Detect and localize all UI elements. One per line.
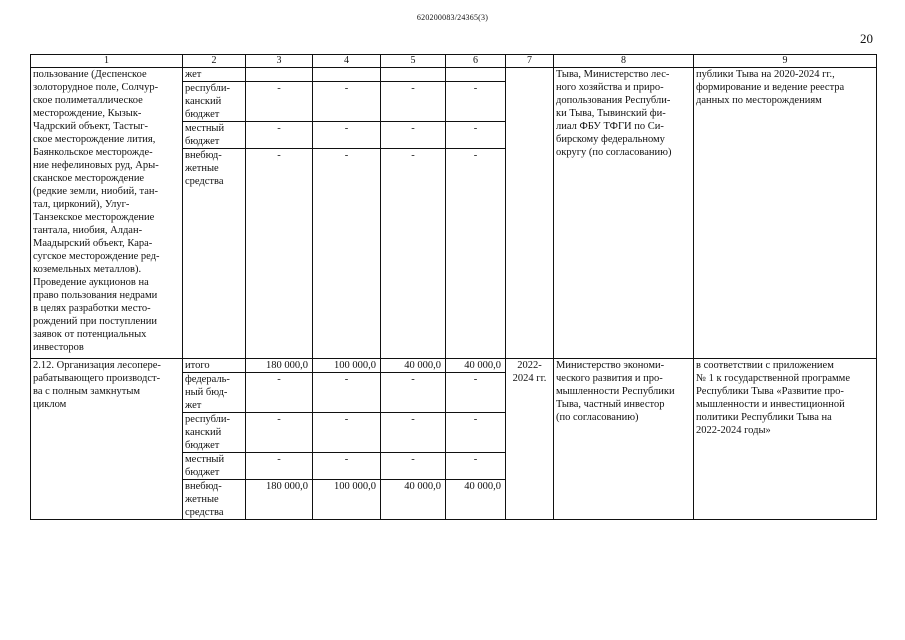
text-line: бюджет — [185, 136, 220, 147]
text-line: жет — [185, 400, 202, 411]
funding-source-cell — [183, 359, 246, 373]
text-line: бирскому федеральному — [556, 134, 665, 145]
text-line: внебюд- — [185, 481, 222, 492]
text-line: заявок от потенциальных — [33, 329, 147, 340]
text-line: Маадырский объект, Кара- — [33, 238, 153, 249]
text-line: внебюд- — [185, 150, 222, 161]
text-line: жетные — [185, 163, 219, 174]
text-line: инвесторов — [33, 342, 84, 353]
value-cell: - — [381, 413, 446, 453]
value-cell: - — [446, 413, 506, 453]
activity-cell — [31, 359, 183, 520]
value-cell: - — [313, 373, 381, 413]
text-line: ское месторождение лития, — [33, 134, 156, 145]
funding-source-cell — [183, 82, 246, 122]
funding-source-cell — [183, 373, 246, 413]
text-line: коземельных металлов). — [33, 264, 142, 275]
result-cell — [694, 68, 877, 359]
text-line: республи- — [185, 414, 230, 425]
text-line: тал, цирконий), Улуг- — [33, 199, 130, 210]
value-cell: 40 000,0 — [446, 359, 506, 373]
column-header: 6 — [446, 55, 506, 68]
value-cell: - — [313, 82, 381, 122]
text-line: ческого развития и про- — [556, 373, 663, 384]
text-line: Министерство экономи- — [556, 360, 665, 371]
text-line: в целях разработки место- — [33, 303, 151, 314]
value-cell: - — [246, 373, 313, 413]
value-cell: 40 000,0 — [381, 480, 446, 520]
text-line: формирование и ведение реестра — [696, 82, 845, 93]
value-cell — [313, 68, 381, 82]
text-line: республи- — [185, 83, 230, 94]
text-line: средства — [185, 507, 224, 518]
text-line: пользование (Деспенское — [33, 69, 147, 80]
value-cell: - — [313, 453, 381, 480]
text-line: сканское месторождение — [33, 173, 145, 184]
value-cell: 100 000,0 — [313, 480, 381, 520]
text-line: допользования Республи- — [556, 95, 671, 106]
text-line: местный — [185, 123, 225, 134]
text-line: золоторудное поле, Солчур- — [33, 82, 159, 93]
column-header: 8 — [554, 55, 694, 68]
value-cell: - — [246, 82, 313, 122]
value-cell: - — [446, 453, 506, 480]
text-line: 2024 гг. — [512, 373, 547, 384]
column-header: 5 — [381, 55, 446, 68]
table-row — [31, 68, 877, 82]
value-cell: 180 000,0 — [246, 359, 313, 373]
text-line: мышленности Республики — [556, 386, 675, 397]
text-line: циклом — [33, 399, 67, 410]
column-header: 1 — [31, 55, 183, 68]
text-line: Чадрский объект, Тастыг- — [33, 121, 149, 132]
text-line: канский — [185, 427, 222, 438]
value-cell: - — [446, 373, 506, 413]
value-cell: 100 000,0 — [313, 359, 381, 373]
page-number: 20 — [860, 31, 873, 46]
funding-source-cell — [183, 122, 246, 149]
period-cell — [506, 359, 554, 520]
value-cell: - — [381, 82, 446, 122]
column-header: 9 — [694, 55, 877, 68]
text-line: рабатывающего производст- — [33, 373, 161, 384]
column-header: 4 — [313, 55, 381, 68]
value-cell: - — [381, 149, 446, 359]
text-line: лиал ФБУ ТФГИ по Си- — [556, 121, 664, 132]
activity-cell — [31, 68, 183, 359]
text-line: Тыва, Министерство лес- — [556, 69, 670, 80]
value-cell: - — [246, 453, 313, 480]
text-line: Республики Тыва «Развитие про- — [696, 386, 844, 397]
text-line: 2022-2024 годы» — [696, 425, 771, 436]
text-line: 2.12. Организация лесопере- — [33, 360, 161, 371]
table-row — [31, 359, 877, 373]
text-line: местный — [185, 454, 225, 465]
period-cell — [506, 68, 554, 359]
value-cell: - — [246, 149, 313, 359]
text-line: (по согласованию) — [556, 412, 639, 423]
value-cell: - — [446, 82, 506, 122]
value-cell: - — [246, 122, 313, 149]
result-cell — [694, 359, 877, 520]
value-cell — [381, 68, 446, 82]
value-cell: 40 000,0 — [381, 359, 446, 373]
text-line: 2022- — [517, 360, 542, 371]
text-line: право пользования недрами — [33, 290, 158, 301]
text-line: ного хозяйства и приро- — [556, 82, 664, 93]
value-cell: - — [446, 122, 506, 149]
text-line: жетные — [185, 494, 219, 505]
funding-source-cell — [183, 68, 246, 82]
column-header: 7 — [506, 55, 554, 68]
text-line: Баянкольское месторожде- — [33, 147, 153, 158]
value-cell: - — [313, 149, 381, 359]
funding-source-cell — [183, 149, 246, 359]
text-line: ва с полным замкнутым — [33, 386, 141, 397]
text-line: округу (по согласованию) — [556, 147, 672, 158]
text-line: Тыва, частный инвестор — [556, 399, 665, 410]
value-cell: 40 000,0 — [446, 480, 506, 520]
text-line: бюджет — [185, 467, 220, 478]
text-line: месторождение, Кызык- — [33, 108, 142, 119]
text-line: рождений при поступлении — [33, 316, 157, 327]
value-cell: - — [381, 122, 446, 149]
text-line: тантала, ниобия, Алдан- — [33, 225, 143, 236]
text-line: ки Тыва, Тывинский фи- — [556, 108, 666, 119]
text-line: жет — [185, 69, 202, 80]
executor-cell — [554, 68, 694, 359]
text-line: канский — [185, 96, 222, 107]
column-header: 3 — [246, 55, 313, 68]
text-line: ние нефелиновых руд, Ары- — [33, 160, 159, 171]
value-cell: - — [246, 413, 313, 453]
text-line: итого — [185, 360, 210, 371]
funding-source-cell — [183, 480, 246, 520]
column-number-row — [31, 55, 877, 68]
text-line: средства — [185, 176, 224, 187]
funding-source-cell — [183, 453, 246, 480]
value-cell — [446, 68, 506, 82]
value-cell — [246, 68, 313, 82]
text-line: Проведение аукционов на — [33, 277, 149, 288]
value-cell: - — [313, 122, 381, 149]
text-line: ный бюд- — [185, 387, 228, 398]
value-cell: - — [313, 413, 381, 453]
text-line: данных по месторождениям — [696, 95, 822, 106]
funding-source-cell — [183, 413, 246, 453]
text-line: ское полиметаллическое — [33, 95, 143, 106]
text-line: № 1 к государственной программе — [696, 373, 850, 384]
executor-cell — [554, 359, 694, 520]
text-line: (редкие земли, ниобий, тан- — [33, 186, 158, 197]
text-line: федераль- — [185, 374, 230, 385]
text-line: политики Республики Тыва на — [696, 412, 832, 423]
value-cell: - — [446, 149, 506, 359]
value-cell: - — [381, 373, 446, 413]
document-code: 620200083/24365(3) — [416, 13, 489, 22]
text-line: Танзекское месторождение — [33, 212, 155, 223]
text-line: в соответствии с приложением — [696, 360, 834, 371]
value-cell: 180 000,0 — [246, 480, 313, 520]
measures-table — [30, 54, 877, 520]
text-line: сугское месторождение ред- — [33, 251, 160, 262]
value-cell: - — [381, 453, 446, 480]
text-line: бюджет — [185, 109, 220, 120]
text-line: бюджет — [185, 440, 220, 451]
text-line: мышленности и инвестиционной — [696, 399, 845, 410]
text-line: публики Тыва на 2020-2024 гг., — [696, 69, 835, 80]
column-header: 2 — [183, 55, 246, 68]
